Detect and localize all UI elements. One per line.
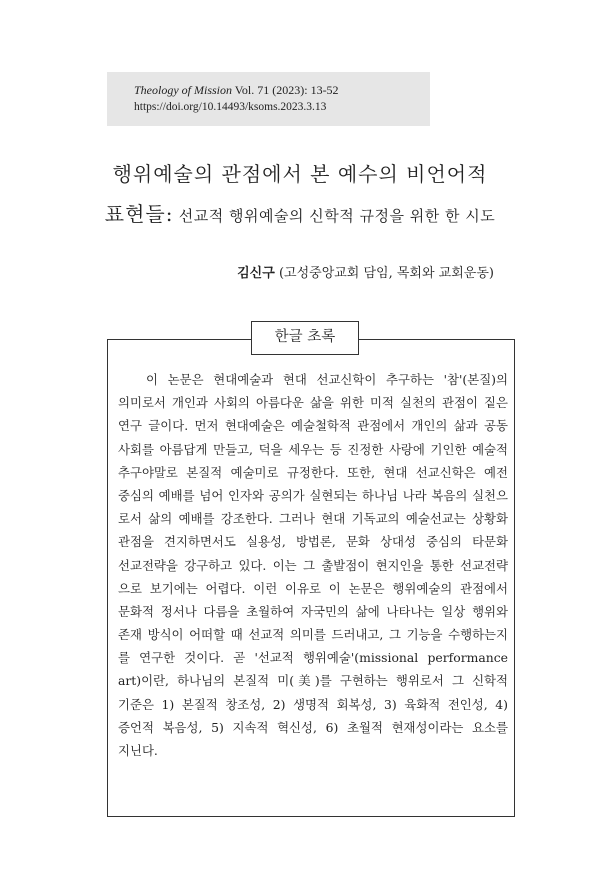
journal-header-box	[107, 72, 430, 126]
abstract-line: 선교전략을 강구하고 있다. 이는 그 출발점이 현지인을 통한 선교전략	[118, 557, 508, 573]
abstract-line: 기준은 1) 본질적 창조성, 2) 생명적 회복성, 3) 육화적 전인성, 4)	[118, 696, 508, 712]
abstract-label: 한글 초록	[251, 321, 359, 355]
journal-volume-pages: Vol. 71 (2023): 13-52	[232, 83, 339, 97]
paper-title-main: 표현들:	[104, 202, 174, 226]
abstract-line: 사회를 아름답게 만들고, 덕을 세우는 등 진정한 사랑에 기인한 예술적	[118, 441, 508, 457]
paper-title-line-1: 행위예술의 관점에서 본 예수의 비언어적	[112, 162, 488, 186]
abstract-body	[118, 368, 508, 762]
abstract-line: art)이란, 하나님의 본질적 미(美)를 구현하는 행위로서 그 신학적	[118, 673, 508, 689]
abstract-line: 문화적 정서나 다름을 초월하여 자국민의 삶에 나타나는 일상 행위와	[118, 603, 508, 619]
abstract-line: 연구 글이다. 먼저 현대예술은 예술철학적 관점에서 개인의 삶과 공동	[118, 418, 508, 434]
abstract-line: 으로 보기에는 어렵다. 이런 이유로 이 논문은 행위예술의 관점에서	[118, 580, 508, 596]
journal-citation	[134, 83, 339, 98]
abstract-line: 추구야말로 본질적 예술미로 규정한다. 또한, 현대 선교신학은 예전	[118, 464, 508, 480]
author-name: 김신구	[237, 266, 275, 281]
author-line	[237, 262, 494, 281]
abstract-line: 지닌다.	[118, 743, 158, 758]
abstract-line: 증언적 복음성, 5) 지속적 혁신성, 6) 초월적 현재성이라는 요소를	[118, 719, 508, 735]
journal-name: Theology of Mission	[134, 83, 232, 97]
abstract-line: 이 논문은 현대예술과 현대 선교신학이 추구하는 '참'(본질)의	[146, 372, 508, 387]
abstract-line: 존재 방식이 어떠할 때 선교적 의미를 드러내고, 그 기능을 수행하는지	[118, 627, 508, 643]
paper-subtitle: 선교적 행위예술의 신학적 규정을 위한 한 시도	[173, 207, 496, 225]
abstract-line: 중심의 예배를 넘어 인자와 공의가 실현되는 하나님 나라 복음의 실천으	[118, 487, 508, 503]
abstract-line: 를 연구한 것이다. 곧 '선교적 행위예술'(missional performance	[118, 650, 508, 666]
abstract-line: 의미로서 개인과 사회의 아름다운 삶을 위한 미적 실천의 관점이 짙은	[118, 395, 508, 411]
paper-title-line-2	[0, 198, 600, 227]
abstract-line: 관점을 견지하면서도 실용성, 방법론, 문화 상대성 중심의 타문화	[118, 534, 508, 550]
doi-link[interactable]: https://doi.org/10.14493/ksoms.2023.3.13	[134, 101, 327, 113]
abstract-line: 로서 삶의 예배를 강조한다. 그러나 현대 기독교의 예술선교는 상황화	[118, 511, 508, 527]
author-affiliation: (고성중앙교회 담임, 목회와 교회운동)	[274, 266, 494, 281]
